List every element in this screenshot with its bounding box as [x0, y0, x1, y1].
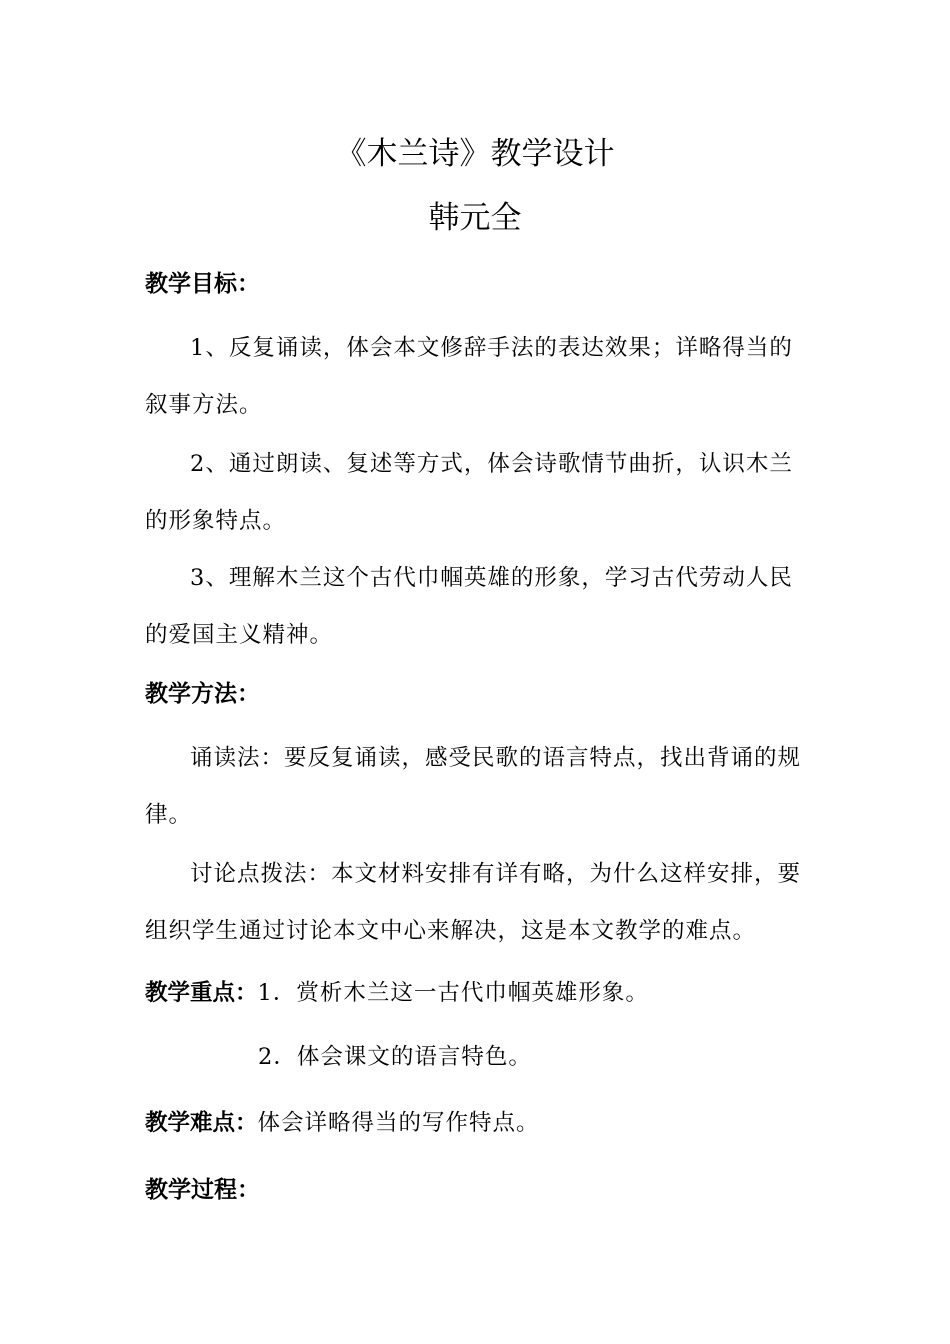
goal-item: 3、理解木兰这个古代巾帼英雄的形象，学习古代劳动人民的爱国主义精神。 — [145, 565, 793, 648]
goal-item: 1、反复诵读，体会本文修辞手法的表达效果；详略得当的叙事方法。 — [145, 335, 793, 418]
difficulty-text: 体会详略得当的写作特点。 — [257, 1110, 540, 1136]
process-heading: 教学过程： — [145, 1177, 260, 1203]
difficulty-label: 教学难点： — [145, 1110, 258, 1136]
difficulty-line — [145, 1107, 540, 1139]
key-point-item: 1．赏析木兰这一古代巾帼英雄形象。 — [257, 980, 649, 1006]
document-author: 韩元全 — [428, 200, 522, 236]
methods-heading: 教学方法： — [145, 681, 260, 707]
document-title: 《木兰诗》教学设计 — [335, 136, 615, 172]
goal-item: 2、通过朗读、复述等方式，体会诗歌情节曲折，认识木兰的形象特点。 — [145, 451, 793, 534]
method-item: 讨论点拨法：本文材料安排有详有略，为什么这样安排，要组织学生通过讨论本文中心来解决，这是本文教学的难点。 — [145, 861, 802, 944]
key-points-line — [145, 977, 649, 1009]
method-item: 诵读法：要反复诵读，感受民歌的语言特点，找出背诵的规律。 — [145, 745, 802, 828]
goals-heading: 教学目标： — [145, 271, 260, 297]
key-points-label: 教学重点： — [145, 980, 258, 1006]
key-point-item-2: 2．体会课文的语言特色。 — [258, 1044, 532, 1070]
